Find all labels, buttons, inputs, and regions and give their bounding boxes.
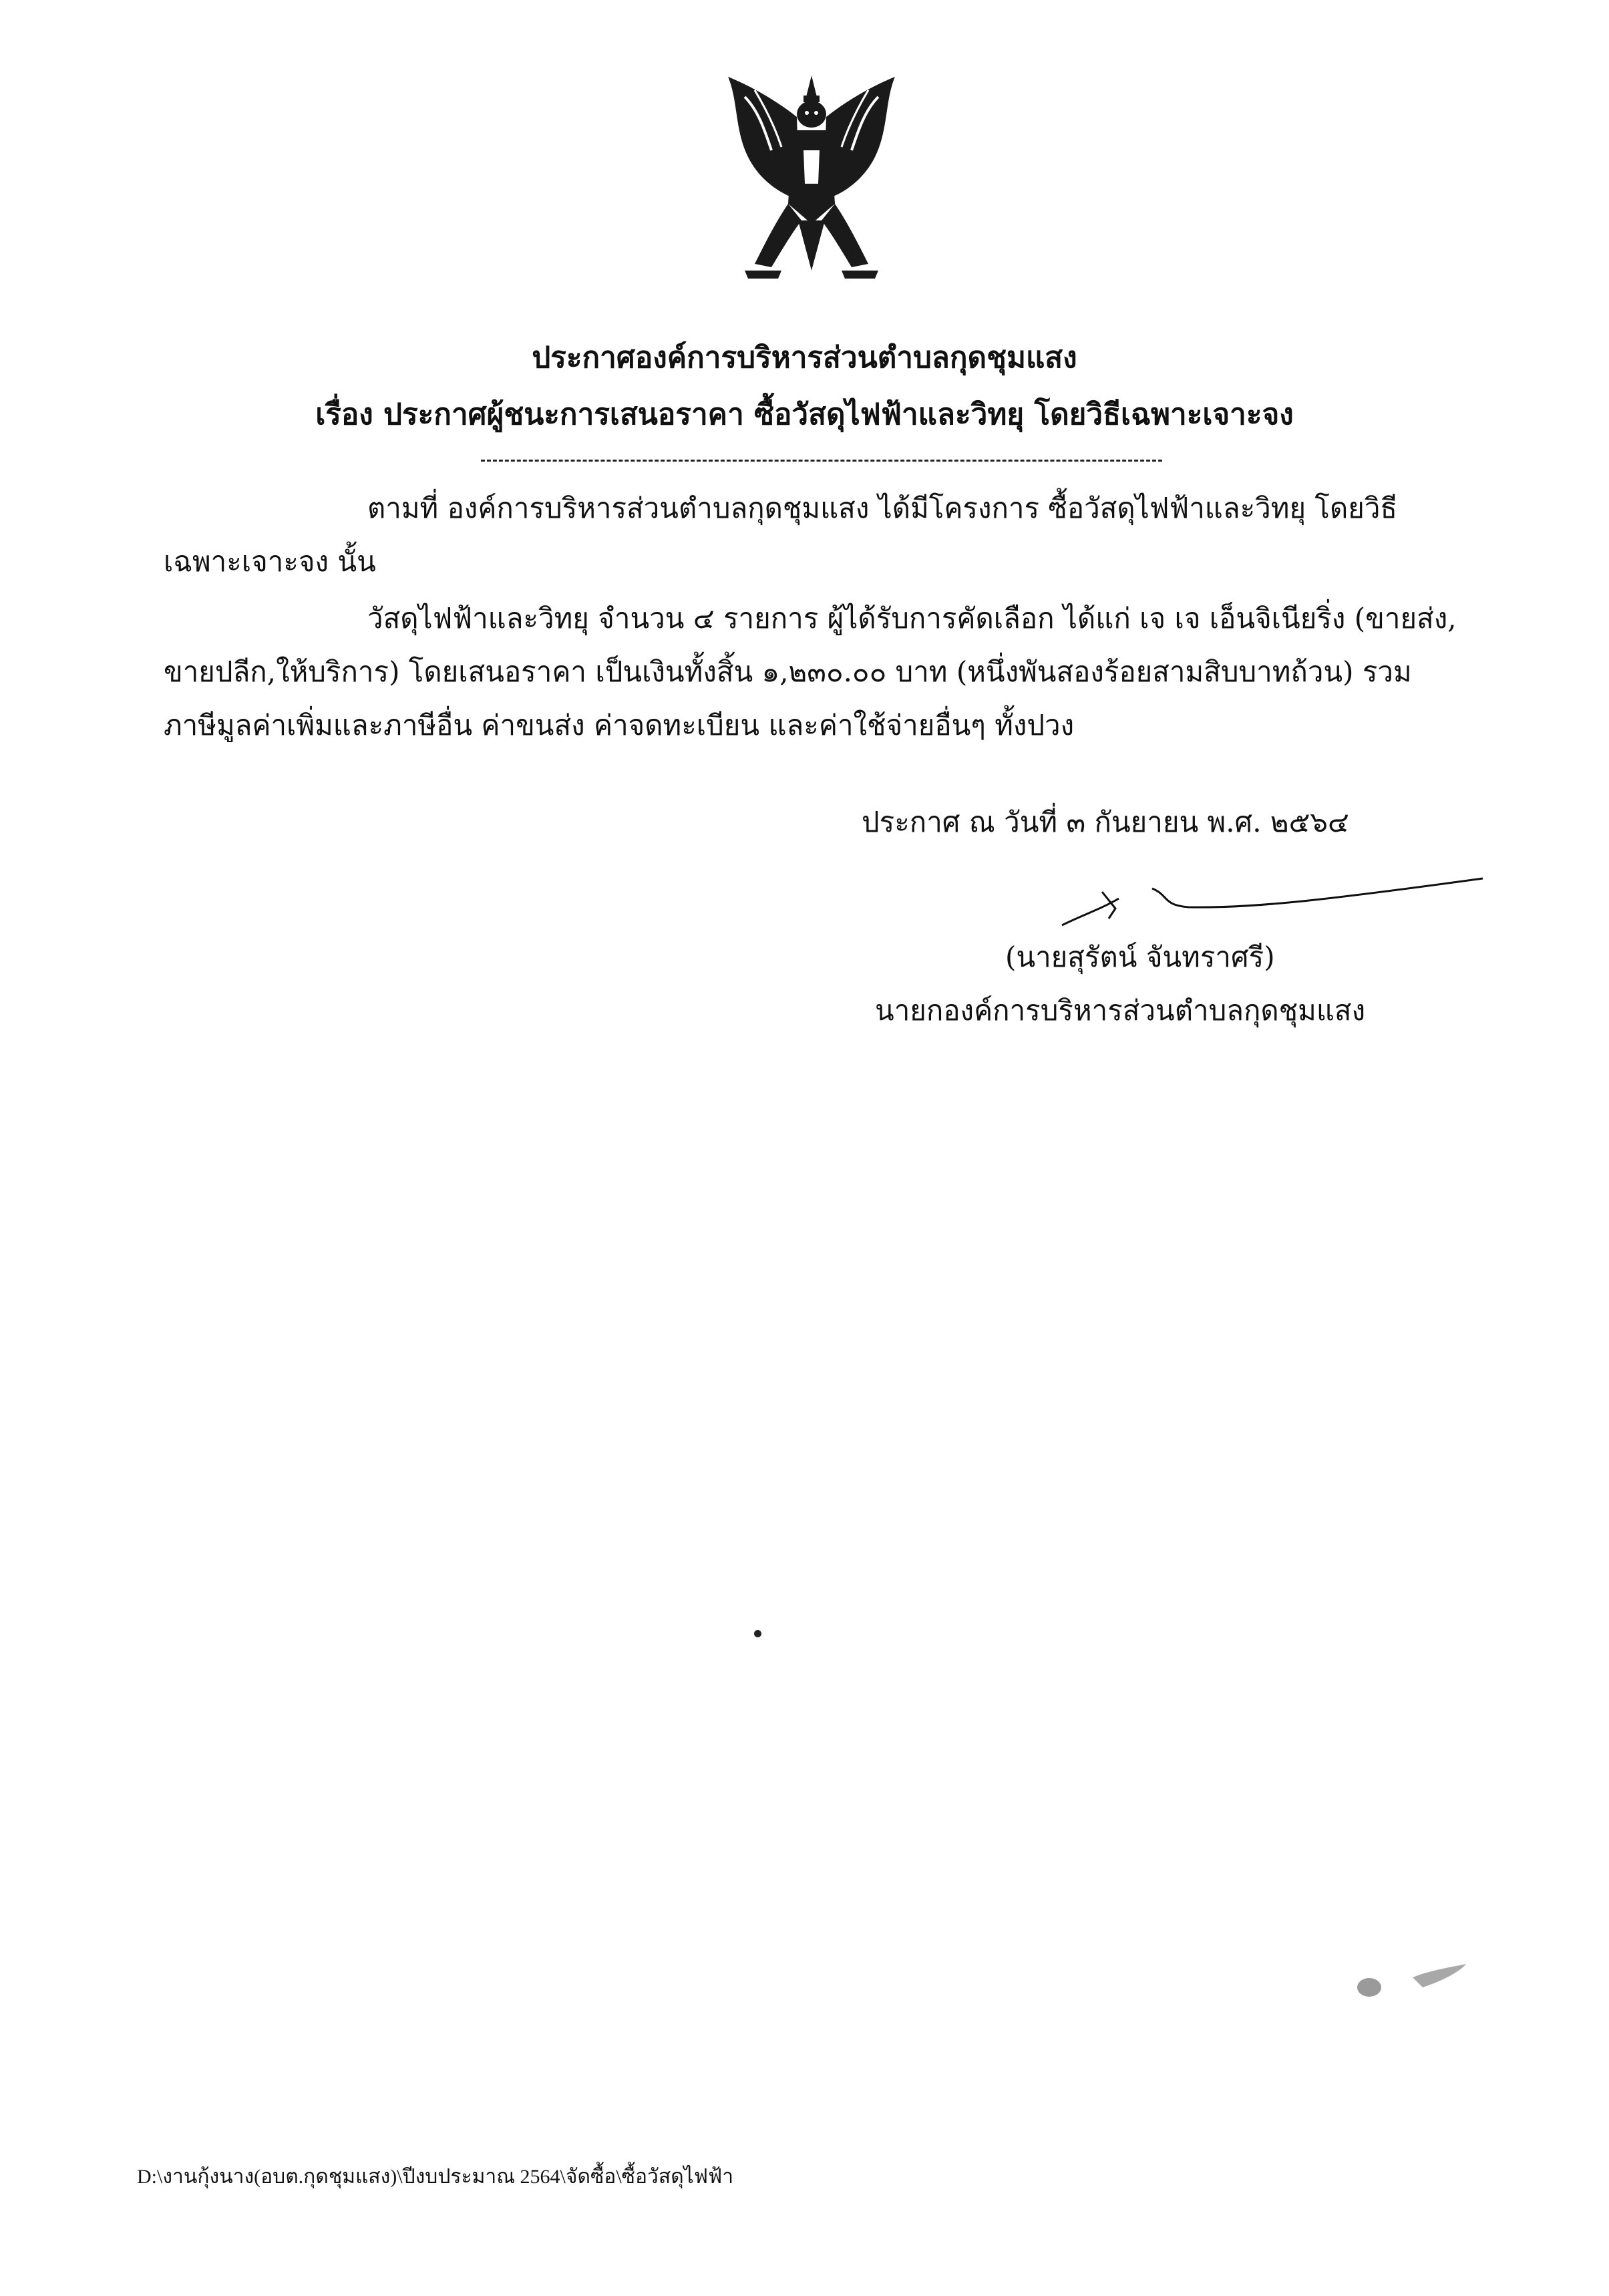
announcement-date: ประกาศ ณ วันที่ ๓ กันยายน พ.ศ. ๒๕๖๔ — [862, 806, 1349, 838]
paragraph-1-line-2: เฉพาะเจาะจง นั้น — [164, 545, 376, 578]
garuda-emblem-icon — [718, 70, 905, 294]
signer-position: นายกองค์การบริหารส่วนตำบลกุดชุมแสง — [875, 994, 1366, 1027]
signature-mark — [1055, 868, 1489, 939]
paragraph-2-line-2: ขายปลีก,ให้บริการ) โดยเสนอราคา เป็นเงินทั้งสิ้น ๑,๒๓๐.๐๐ บาท (หนึ่งพันสองร้อยสามสิบบาทถ้วน) รวม — [164, 655, 1412, 688]
paragraph-1-line-1: ตามที่ องค์การบริหารส่วนตำบลกุดชุมแสง ได้มีโครงการ ซื้อวัสดุไฟฟ้าและวิทยุ โดยวิธี — [367, 492, 1398, 524]
signer-name: (นายสุรัตน์ จันทราศรี) — [1005, 941, 1275, 973]
paragraph-2-line-1: วัสดุไฟฟ้าและวิทยุ จำนวน ๔ รายการ ผู้ได้รับการคัดเลือก ได้แก่ เจ เจ เอ็นจิเนียริ่ง (ขายส่ง, — [367, 602, 1457, 635]
title-divider — [481, 460, 1162, 462]
footer-file-path: D:\งานกุ้งนาง(อบต.กุดชุมแสง)\ปีงบประมาณ 2564\จัดซื้อ\ซื้อวัสดุไฟฟ้า — [137, 2166, 734, 2188]
scan-speck — [754, 1630, 761, 1637]
paragraph-2-line-3: ภาษีมูลค่าเพิ่มและภาษีอื่น ค่าขนส่ง ค่าจดทะเบียน และค่าใช้จ่ายอื่นๆ ทั้งปวง — [164, 709, 1075, 742]
announcement-title: ประกาศองค์การบริหารส่วนตำบลกุดชุมแสง — [532, 341, 1077, 375]
announcement-subject: เรื่อง ประกาศผู้ชนะการเสนอราคา ซื้อวัสดุไฟฟ้าและวิทยุ โดยวิธีเฉพาะเจาะจง — [315, 397, 1294, 432]
scan-smudge — [1349, 1951, 1496, 2011]
